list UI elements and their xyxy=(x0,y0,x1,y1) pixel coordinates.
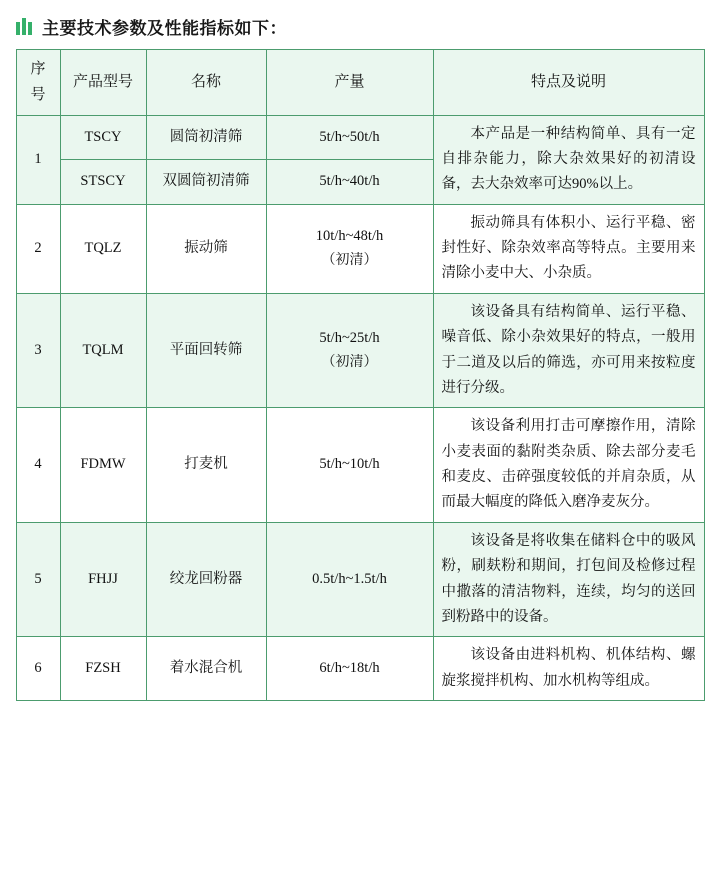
table-row xyxy=(16,408,704,523)
col-header-model: 产品型号 xyxy=(60,50,146,116)
table-row xyxy=(16,115,704,160)
section-heading xyxy=(16,14,720,39)
table-body xyxy=(16,115,704,701)
col-header-name: 名称 xyxy=(146,50,266,116)
cell-no: 6 xyxy=(16,637,60,701)
cell-no: 1 xyxy=(16,115,60,204)
cell-no: 5 xyxy=(16,522,60,637)
cell-name: 绞龙回粉器 xyxy=(146,522,266,637)
cell-no: 3 xyxy=(16,293,60,408)
cell-no: 2 xyxy=(16,204,60,293)
cell-model: STSCY xyxy=(60,160,146,205)
cell-name: 着水混合机 xyxy=(146,637,266,701)
table-header xyxy=(16,50,704,116)
cell-model: FHJJ xyxy=(60,522,146,637)
cell-capacity: 6t/h~18t/h xyxy=(266,637,433,701)
cell-name: 平面回转筛 xyxy=(146,293,266,408)
col-header-no: 序号 xyxy=(16,50,60,116)
table-row xyxy=(16,637,704,701)
cell-capacity: 0.5t/h~1.5t/h xyxy=(266,522,433,637)
capacity-note: （初清） xyxy=(321,253,378,269)
capacity-value: 10t/h~48t/h xyxy=(315,227,384,244)
cell-desc: 该设备由进料机构、机体结构、螺旋浆搅拌机构、加水机构等组成。 xyxy=(433,637,704,701)
table-row xyxy=(16,204,704,293)
cell-model: FDMW xyxy=(60,408,146,523)
table-row xyxy=(16,293,704,408)
capacity-note: （初清） xyxy=(321,354,378,370)
col-header-desc: 特点及说明 xyxy=(433,50,704,116)
table-row xyxy=(16,522,704,637)
cell-desc: 该设备具有结构简单、运行平稳、噪音低、除小杂效果好的特点，一般用于二道及以后的筛选，亦可用来按粒度进行分级。 xyxy=(433,293,704,408)
spec-table xyxy=(16,49,705,701)
cell-model: FZSH xyxy=(60,637,146,701)
cell-name: 振动筛 xyxy=(146,204,266,293)
heading-bars-icon xyxy=(16,18,34,35)
cell-model: TQLM xyxy=(60,293,146,408)
table-header-row xyxy=(16,50,704,116)
cell-no: 4 xyxy=(16,408,60,523)
cell-desc: 本产品是一种结构简单、具有一定自排杂能力，除大杂效果好的初清设备，去大杂效率可达90%以上。 xyxy=(433,115,704,204)
cell-capacity: 5t/h~10t/h xyxy=(266,408,433,523)
cell-desc: 振动筛具有体积小、运行平稳、密封性好、除杂效率高等特点。主要用来清除小麦中大、小杂质。 xyxy=(433,204,704,293)
cell-model: TQLZ xyxy=(60,204,146,293)
cell-name: 圆筒初清筛 xyxy=(146,115,266,160)
cell-capacity xyxy=(266,293,433,408)
col-header-capacity: 产量 xyxy=(266,50,433,116)
cell-capacity xyxy=(266,204,433,293)
cell-model: TSCY xyxy=(60,115,146,160)
cell-capacity: 5t/h~50t/h xyxy=(266,115,433,160)
capacity-value: 5t/h~25t/h xyxy=(319,329,380,346)
heading-title: 主要技术参数及性能指标如下： xyxy=(42,19,287,38)
cell-name: 打麦机 xyxy=(146,408,266,523)
cell-capacity: 5t/h~40t/h xyxy=(266,160,433,205)
cell-name: 双圆筒初清筛 xyxy=(146,160,266,205)
cell-desc: 该设备利用打击可摩擦作用，清除小麦表面的黏附类杂质、除去部分麦毛和麦皮、击碎强度较低的并肩杂质，从而最大幅度的降低入磨净麦灰分。 xyxy=(433,408,704,523)
cell-desc: 该设备是将收集在储料仓中的吸风粉，刷麸粉和期间，打包间及检修过程中撒落的清洁物料，连续，均匀的送回到粉路中的设备。 xyxy=(433,522,704,637)
document-page xyxy=(0,14,720,895)
